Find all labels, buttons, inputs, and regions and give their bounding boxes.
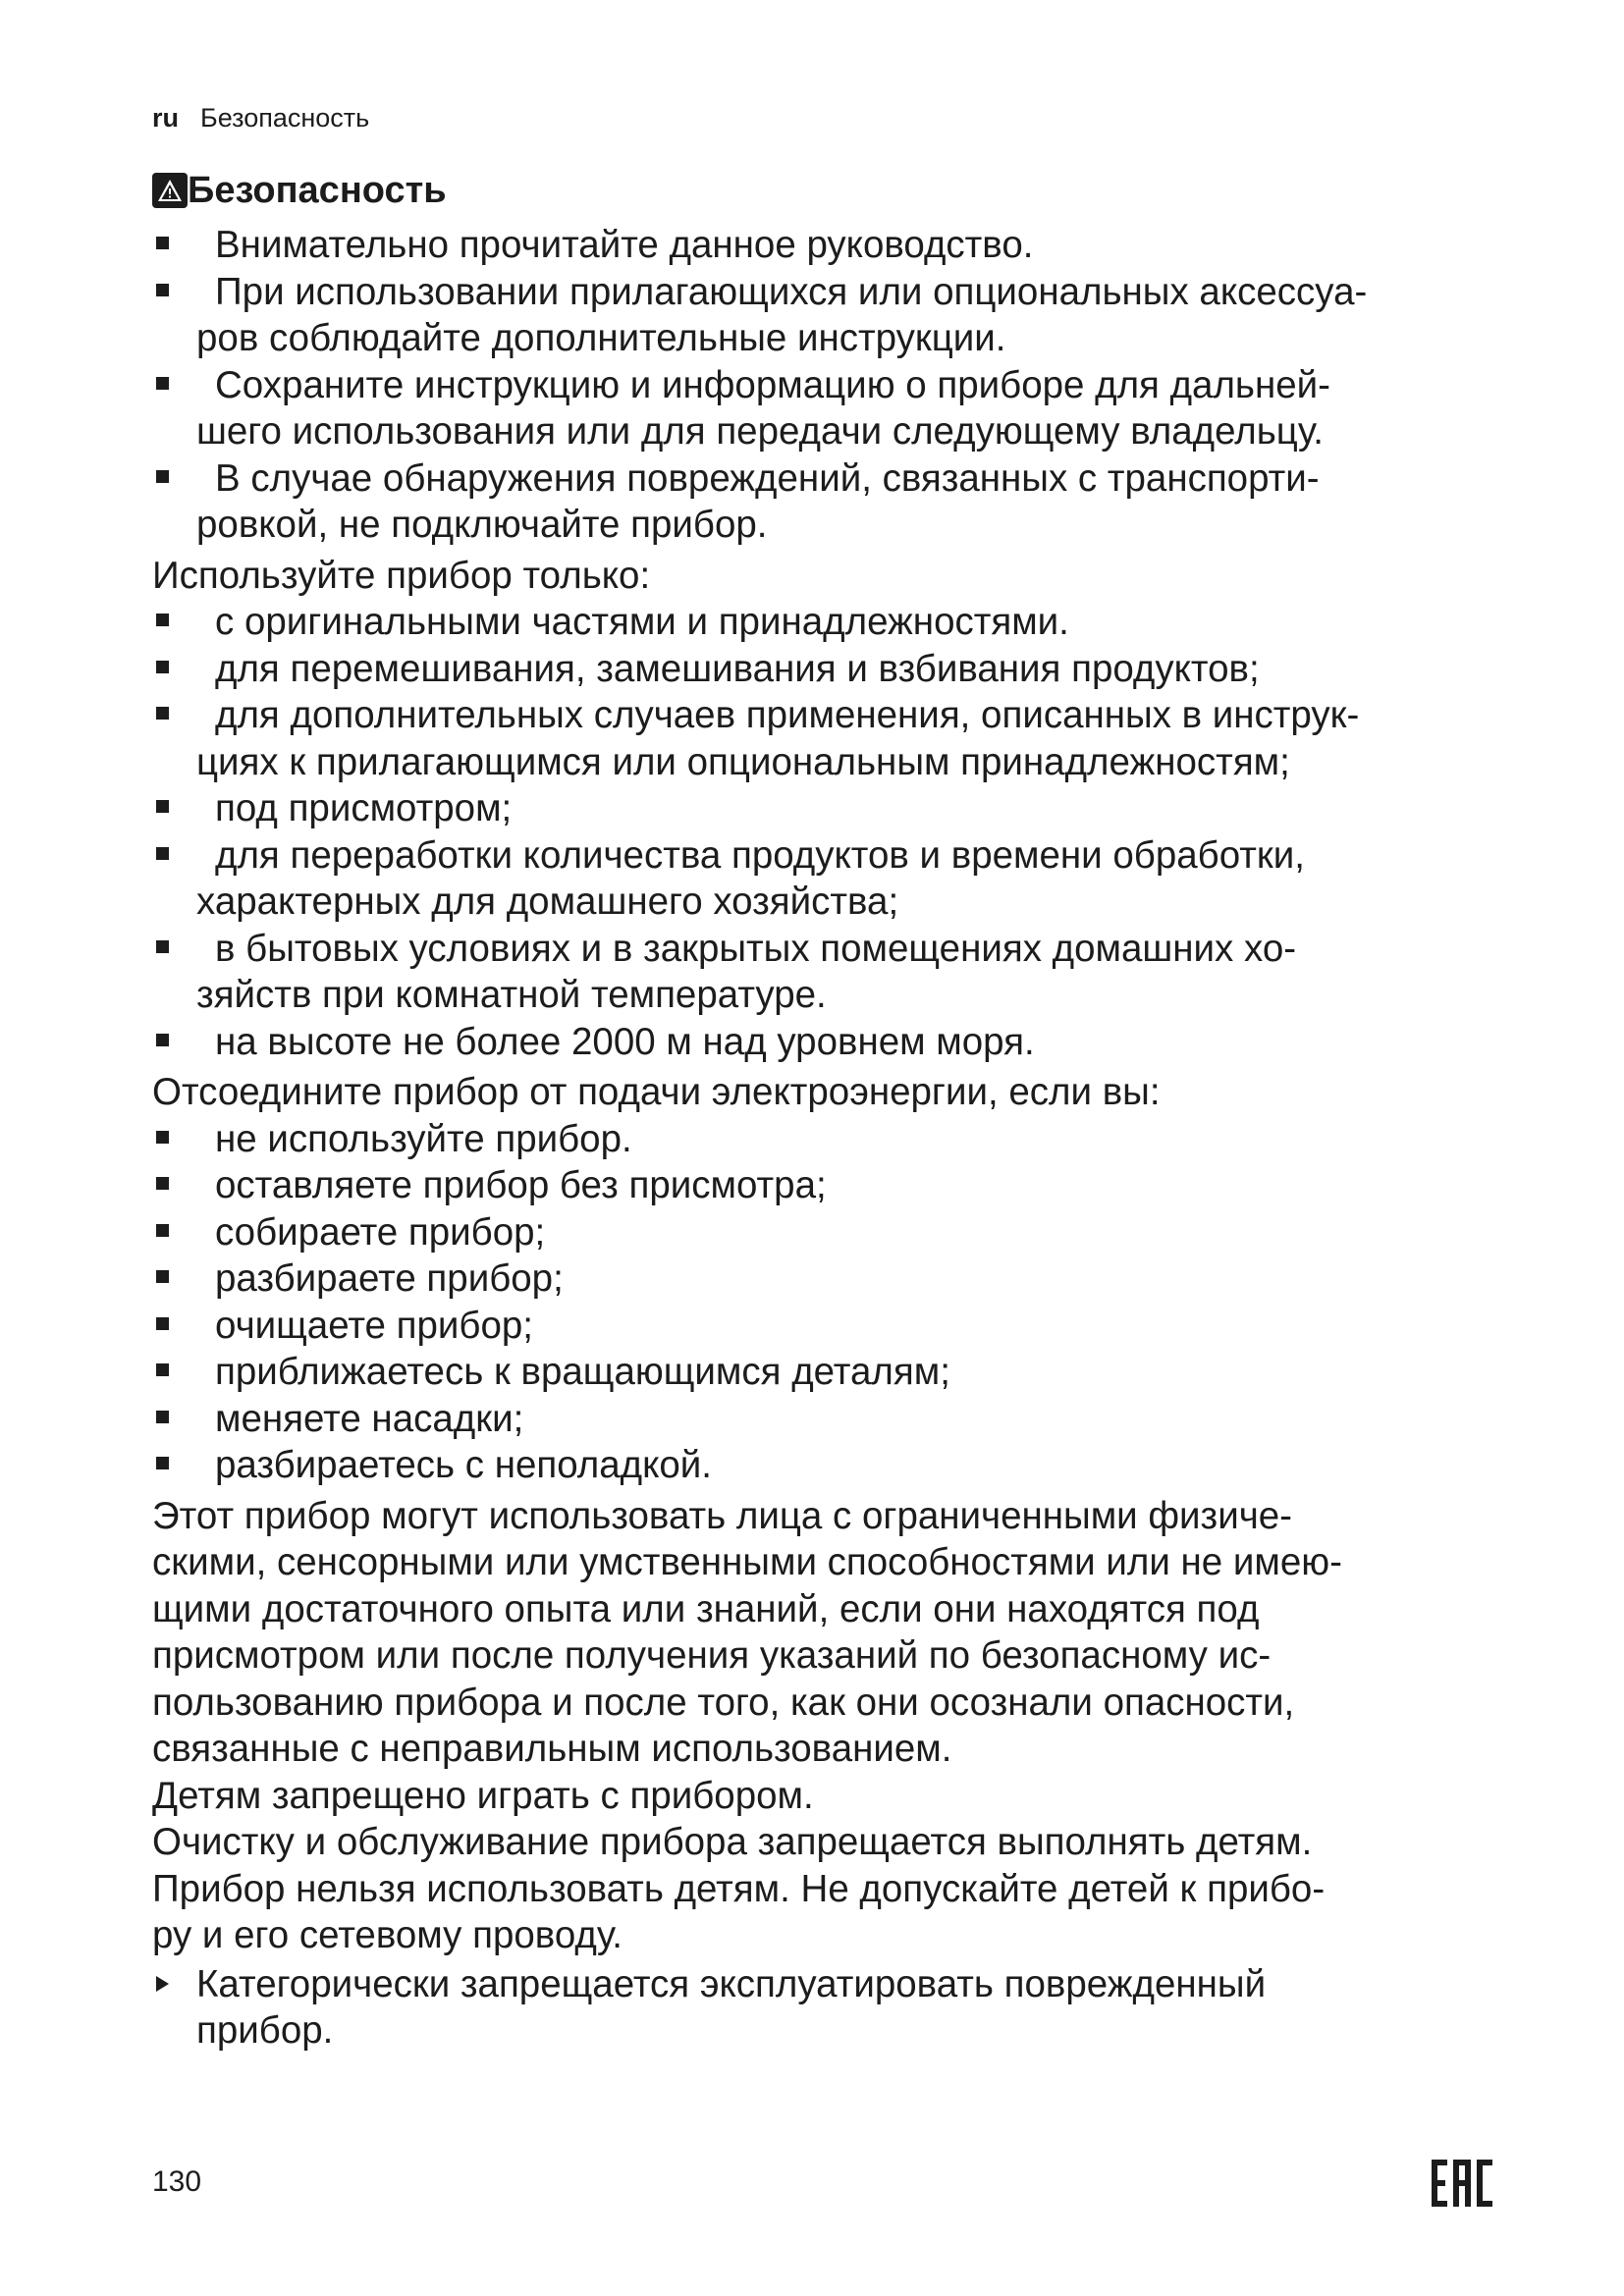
paragraph-line: Этот прибор могут использовать лица с ограниченными физиче- bbox=[152, 1494, 1292, 1537]
intro-list-item-line: ров соблюдайте дополнительные инструкции. bbox=[196, 317, 1006, 359]
disconnect-list-item-line: собираете прибор; bbox=[215, 1210, 546, 1254]
intro-list-item-line: При использовании прилагающихся или опциональных аксессуа- bbox=[215, 270, 1368, 313]
use-list-item bbox=[152, 692, 1527, 785]
running-header bbox=[152, 103, 369, 133]
intro-list-item bbox=[152, 222, 1527, 269]
disconnect-list-item-line: меняете насадки; bbox=[215, 1397, 524, 1440]
disconnect-list-item bbox=[152, 1209, 1527, 1256]
disconnect-list-item bbox=[152, 1116, 1527, 1163]
square-bullet-icon bbox=[156, 1131, 169, 1144]
square-bullet-icon bbox=[156, 847, 169, 860]
square-bullet-icon bbox=[156, 1317, 169, 1330]
eac-logo-icon bbox=[1432, 2158, 1492, 2214]
square-bullet-icon bbox=[156, 1224, 169, 1237]
use-list-item-line: для перемешивания, замешивания и взбивания продуктов; bbox=[215, 647, 1260, 690]
disconnect-list bbox=[152, 1116, 1527, 1489]
use-list-item bbox=[152, 832, 1527, 926]
square-bullet-icon bbox=[156, 470, 169, 483]
intro-list-item-line: В случае обнаружения повреждений, связанных с транспорти- bbox=[215, 456, 1320, 500]
paragraph-line: Очистку и обслуживание прибора запрещается выполнять детям. bbox=[152, 1821, 1313, 1863]
use-list-item bbox=[152, 785, 1527, 832]
use-list-item bbox=[152, 926, 1527, 1019]
main-content bbox=[152, 169, 1527, 2055]
intro-list-item-line: Внимательно прочитайте данное руководство. bbox=[215, 224, 1034, 266]
use-list-item-line: зяйств при комнатной температуре. bbox=[196, 974, 827, 1016]
use-list-item bbox=[152, 646, 1527, 693]
language-code: ru bbox=[152, 103, 179, 133]
disconnect-list-item bbox=[152, 1303, 1527, 1350]
intro-list-item bbox=[152, 269, 1527, 362]
disconnect-list-item-line: оставляете прибор без присмотра; bbox=[215, 1164, 827, 1206]
use-list-item-line: с оригинальными частями и принадлежностями. bbox=[215, 601, 1069, 643]
use-list-item-line: для переработки количества продуктов и времени обработки, bbox=[215, 833, 1305, 877]
square-bullet-icon bbox=[156, 377, 169, 390]
use-list-item-line: под присмотром; bbox=[215, 787, 513, 829]
warning-instruction-line: Категорически запрещается эксплуатировать поврежденный bbox=[196, 1962, 1267, 2005]
intro-list-item bbox=[152, 455, 1527, 549]
header-section: Безопасность bbox=[200, 103, 370, 133]
square-bullet-icon bbox=[156, 1363, 169, 1376]
square-bullet-icon bbox=[156, 1457, 169, 1469]
disconnect-list-item-line: приближаетесь к вращающимся деталям; bbox=[215, 1351, 950, 1393]
paragraph-line: Детям запрещено играть с прибором. bbox=[152, 1774, 814, 1817]
disconnect-list-item-line: разбираете прибор; bbox=[215, 1257, 564, 1300]
disconnect-list-item bbox=[152, 1162, 1527, 1209]
warning-instruction bbox=[152, 1961, 1527, 2055]
square-bullet-icon bbox=[156, 800, 169, 813]
disconnect-list-item bbox=[152, 1349, 1527, 1396]
disconnect-list-item bbox=[152, 1255, 1527, 1303]
page-number: 130 bbox=[152, 2165, 202, 2198]
paragraph-line: пользованию прибора и после того, как они осознали опасности, bbox=[152, 1681, 1295, 1724]
square-bullet-icon bbox=[156, 661, 169, 673]
disconnect-list-item bbox=[152, 1442, 1527, 1489]
use-list-item-line: циях к прилагающимся или опциональным принадлежностям; bbox=[196, 740, 1290, 783]
disconnect-list-item bbox=[152, 1396, 1527, 1443]
intro-list-item-line: шего использования или для передачи следующему владельцу. bbox=[196, 410, 1324, 453]
disconnect-heading: Отсоедините прибор от подачи электроэнергии, если вы: bbox=[152, 1071, 1161, 1113]
square-bullet-icon bbox=[156, 237, 169, 249]
section-title-text: Безопасность bbox=[188, 170, 447, 211]
square-bullet-icon bbox=[156, 1270, 169, 1283]
square-bullet-icon bbox=[156, 1177, 169, 1190]
square-bullet-icon bbox=[156, 940, 169, 953]
paragraph-line: скими, сенсорными или умственными способностями или не имею- bbox=[152, 1541, 1342, 1583]
use-list-item-line: для дополнительных случаев применения, описанных в инструк- bbox=[215, 694, 1360, 736]
intro-list-item-line: Сохраните инструкцию и информацию о приборе для дальней- bbox=[215, 363, 1330, 406]
section-title bbox=[152, 169, 1527, 212]
square-bullet-icon bbox=[156, 284, 169, 296]
paragraph-line: связанные с неправильным использованием. bbox=[152, 1728, 952, 1770]
square-bullet-icon bbox=[156, 707, 169, 720]
disconnect-list-item-line: очищаете прибор; bbox=[215, 1304, 533, 1347]
use-heading: Используйте прибор только: bbox=[152, 554, 651, 597]
paragraph-line: присмотром или после получения указаний по безопасному ис- bbox=[152, 1634, 1272, 1677]
children-paragraph bbox=[152, 1493, 1527, 1959]
disconnect-list-item-line: разбираетесь с неполадкой. bbox=[215, 1444, 713, 1486]
use-list-item-line: характерных для домашнего хозяйства; bbox=[196, 881, 899, 923]
use-list-item bbox=[152, 1019, 1527, 1066]
intro-list-item-line: ровкой, не подключайте прибор. bbox=[196, 504, 768, 546]
use-list-item-line: в бытовых условиях и в закрытых помещениях домашних хо- bbox=[215, 927, 1297, 970]
warning-icon bbox=[152, 173, 188, 208]
warning-instruction-line: прибор. bbox=[196, 2009, 334, 2052]
use-list-item-line: на высоте не более 2000 м над уровнем моря. bbox=[215, 1020, 1035, 1063]
paragraph-line: ру и его сетевому проводу. bbox=[152, 1914, 623, 1956]
square-bullet-icon bbox=[156, 1411, 169, 1423]
square-bullet-icon bbox=[156, 1034, 169, 1046]
intro-list-item bbox=[152, 362, 1527, 455]
arrow-bullet-icon bbox=[156, 1976, 169, 1992]
square-bullet-icon bbox=[156, 614, 169, 626]
intro-list bbox=[152, 222, 1527, 549]
use-list-item bbox=[152, 599, 1527, 646]
paragraph-line: щими достаточного опыта или знаний, если они находятся под bbox=[152, 1587, 1260, 1630]
paragraph-line: Прибор нельзя использовать детям. Не допускайте детей к прибо- bbox=[152, 1867, 1326, 1910]
disconnect-list-item-line: не используйте прибор. bbox=[215, 1117, 632, 1160]
use-list bbox=[152, 599, 1527, 1065]
